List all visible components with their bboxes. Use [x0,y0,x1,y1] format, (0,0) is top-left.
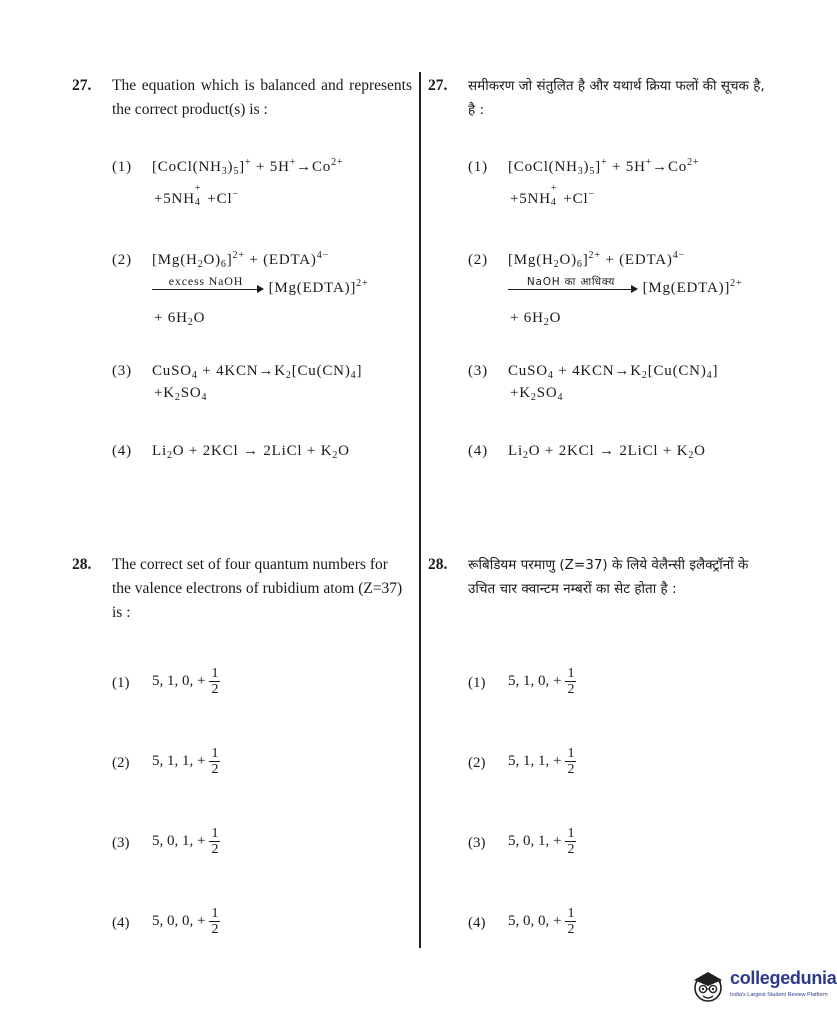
collegedunia-logo[interactable] [690,962,837,1012]
option-label: (3) [112,835,130,851]
option-label: (4) [112,443,132,459]
mascot-icon [690,966,726,1006]
option-label: (2) [112,252,132,268]
column-divider [419,72,421,948]
question-text: The correct set of four quantum numbers for the valence electrons of rubidium atom (Z=37) is : [112,556,403,621]
question-text: The equation which is balanced and represents the correct product(s) is : [112,77,412,118]
reaction-arrow: excess NaOH [152,277,264,299]
question-number: 27. [72,77,92,94]
option-label: (3) [468,835,486,851]
option-label: (2) [468,755,486,771]
option-label: (1) [112,159,132,175]
question-text: रूबिडियम परमाणु (Z=37) के लिये वेलैन्सी इलैक्ट्रॉनों के उचित चार क्वान्टम नम्बरों का सेट होता है : [468,557,749,597]
option-label: (1) [112,675,130,691]
option-label: (3) [112,363,132,379]
option-label: (4) [112,915,130,931]
brand-tagline: India's Largest Student Review Platform [730,992,828,998]
option-label: (2) [112,755,130,771]
option-label: (2) [468,252,488,268]
question-number: 27. [428,77,448,94]
brand-name: collegedunia [730,968,837,988]
reaction-arrow: NaOH का आधिक्य [508,277,638,299]
option-label: (4) [468,443,488,459]
option-label: (1) [468,675,486,691]
option-label: (4) [468,915,486,931]
option-label: (3) [468,363,488,379]
question-number: 28. [72,556,92,573]
question-number: 28. [428,556,448,573]
question-text: समीकरण जो संतुलित है और यथार्थ क्रिया फलों की सूचक है, है : [468,78,765,118]
option-label: (1) [468,159,488,175]
